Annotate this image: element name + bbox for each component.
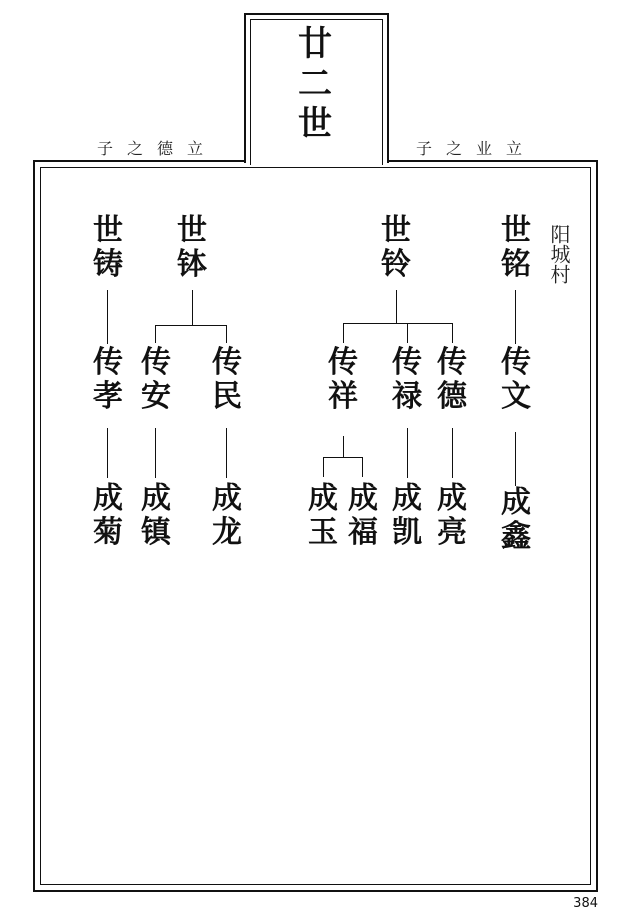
person-chengfu: [343, 482, 383, 550]
name-char: 菊: [93, 515, 123, 550]
person-chengyu: [303, 482, 343, 550]
name-char: 玉: [308, 515, 338, 550]
connector-line: [107, 290, 108, 344]
connector-line: [155, 325, 227, 326]
connector-line: [343, 323, 453, 324]
name-char: 传: [212, 345, 242, 380]
name-char: 成: [392, 481, 422, 516]
name-char: 文: [501, 379, 531, 414]
person-chengxin: [496, 486, 536, 554]
caption-left: 子之德立: [97, 139, 218, 158]
person-chenglong: [207, 482, 247, 550]
name-char: 祥: [328, 379, 358, 414]
name-char: 成: [501, 485, 531, 520]
person-shibo: [172, 214, 212, 282]
name-char: 龙: [212, 515, 242, 550]
person-shiming: [496, 214, 536, 282]
connector-line: [226, 325, 227, 343]
name-char: 成: [93, 481, 123, 516]
connector-line: [343, 436, 344, 458]
connector-line: [323, 457, 324, 477]
name-char: 安: [141, 379, 171, 414]
generation-title-char: 世: [298, 104, 332, 144]
person-chuanxiang: [323, 346, 363, 414]
connector-line: [515, 432, 516, 486]
name-char: 鑫: [501, 519, 531, 554]
place-note-text: 阳城村: [547, 224, 571, 284]
connector-line: [407, 428, 408, 478]
generation-title: [290, 24, 340, 144]
name-char: 成: [141, 481, 171, 516]
name-char: 世: [93, 213, 123, 248]
connector-line: [396, 290, 397, 324]
name-char: 传: [328, 345, 358, 380]
person-chuanlu: [387, 346, 427, 414]
name-char: 铸: [93, 247, 123, 282]
connector-line: [323, 457, 363, 458]
name-char: 成: [437, 481, 467, 516]
person-shiling: [376, 214, 416, 282]
name-char: 成: [212, 481, 242, 516]
name-char: 传: [437, 345, 467, 380]
page-number: 384: [573, 896, 598, 911]
person-chuanxiao: [88, 346, 128, 414]
name-char: 世: [177, 213, 207, 248]
name-char: 德: [437, 379, 467, 414]
person-chengliang: [432, 482, 472, 550]
caption-right: 子之业立: [416, 139, 537, 158]
name-char: 禄: [392, 379, 422, 414]
person-chuande: [432, 346, 472, 414]
connector-line: [343, 323, 344, 343]
name-char: 铭: [501, 247, 531, 282]
name-char: 镇: [141, 515, 171, 550]
connector-line: [362, 457, 363, 477]
name-char: 凯: [392, 515, 422, 550]
name-char: 福: [348, 515, 378, 550]
person-shizhu: [88, 214, 128, 282]
person-chuanmin: [207, 346, 247, 414]
name-char: 钵: [177, 247, 207, 282]
connector-line: [155, 428, 156, 478]
connector-line: [452, 428, 453, 478]
name-char: 传: [141, 345, 171, 380]
connector-line: [192, 290, 193, 326]
name-char: 民: [212, 379, 242, 414]
name-char: 成: [308, 481, 338, 516]
connector-line: [107, 428, 108, 478]
generation-title-char: 廿: [298, 24, 332, 64]
place-note: [547, 224, 573, 284]
person-chuanwen: [496, 346, 536, 414]
connector-line: [155, 325, 156, 343]
name-char: 传: [392, 345, 422, 380]
connector-line: [226, 428, 227, 478]
name-char: 世: [381, 213, 411, 248]
person-chengkai: [387, 482, 427, 550]
generation-title-char: 二: [298, 64, 332, 104]
connector-line: [452, 323, 453, 343]
name-char: 亮: [437, 515, 467, 550]
name-char: 传: [501, 345, 531, 380]
name-char: 传: [93, 345, 123, 380]
person-chengju: [88, 482, 128, 550]
person-chengzhen: [136, 482, 176, 550]
name-char: 孝: [93, 379, 123, 414]
name-char: 铃: [381, 247, 411, 282]
person-chuanan: [136, 346, 176, 414]
name-char: 世: [501, 213, 531, 248]
connector-line: [407, 323, 408, 343]
connector-line: [515, 290, 516, 344]
name-char: 成: [348, 481, 378, 516]
